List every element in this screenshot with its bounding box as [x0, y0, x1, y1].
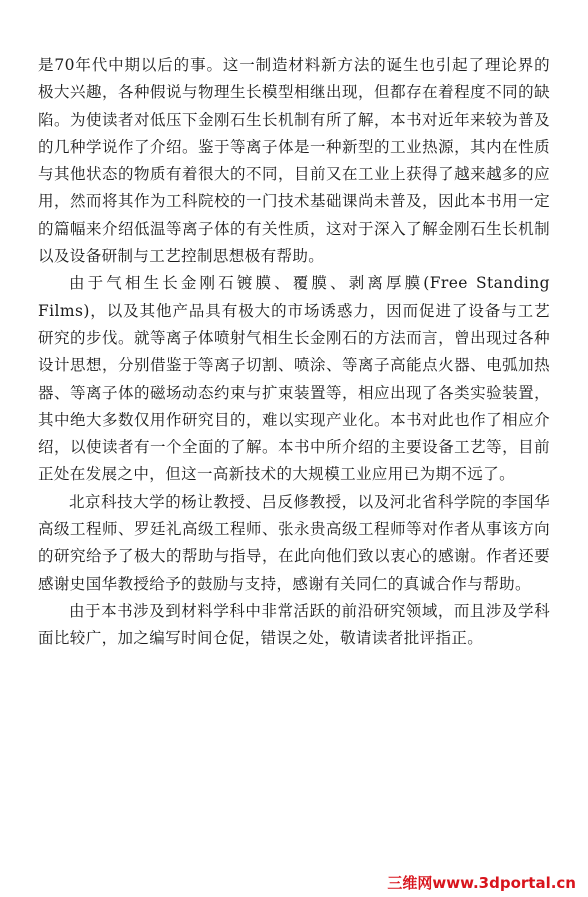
paragraph-4: 由于本书涉及到材料学科中非常活跃的前沿研究领域，而且涉及学科面比较广，加之编写时间仓促，错误之处，敬请读者批评指正。: [38, 601, 550, 648]
paragraph-2: 由于气相生长金刚石镀膜、覆膜、剥离厚膜(Free Standing Films)，以及其他产品具有极大的市场诱惑力，因而促进了设备与工艺研究的步伐。就等离子体喷射气相生长金刚石的方法而言，曾出现过各种设计思想，分别借鉴于等离子切割、喷涂、等离子高能点火器、电弧加热器、等离子体的磁场动态约束与扩束装置等，相应出现了各类实验装置，其中绝大多数仅用作研究目的，难以实现产业化。本书对此也作了相应介绍，以使读者有一个全面的了解。本书中所介绍的主要设备工艺等，目前正处在发展之中，但这一高新技术的大规模工业应用已为期不远了。: [38, 274, 550, 484]
paragraph-3: 北京科技大学的杨让教授、吕反修教授，以及河北省科学院的李国华高级工程师、罗廷礼高级工程师、张永贵高级工程师等对作者从事该方向的研究给予了极大的帮助与指导，在此向他们致以衷心的感谢。作者还要感谢史国华教授给予的鼓励与支持，感谢有关同仁的真诚合作与帮助。: [38, 492, 550, 593]
document-page: [38, 52, 550, 653]
site-watermark: 三维网www.3dportal.cn: [387, 874, 576, 892]
paragraph-1: 是70年代中期以后的事。这一制造材料新方法的诞生也引起了理论界的极大兴趣，各种假说与物理生长模型相继出现，但都存在着程度不同的缺陷。为使读者对低压下金刚石生长机制有所了解，本书对近年来较为普及的几种学说作了介绍。鉴于等离子体是一种新型的工业热源，其内在性质与其他状态的物质有着很大的不同，目前又在工业上获得了越来越多的应用，然而将其作为工科院校的一门技术基础课尚未普及，因此本书用一定的篇幅来介绍低温等离子体的有关性质，这对于深入了解金刚石生长机制以及设备研制与工艺控制思想极有帮助。: [38, 56, 550, 266]
